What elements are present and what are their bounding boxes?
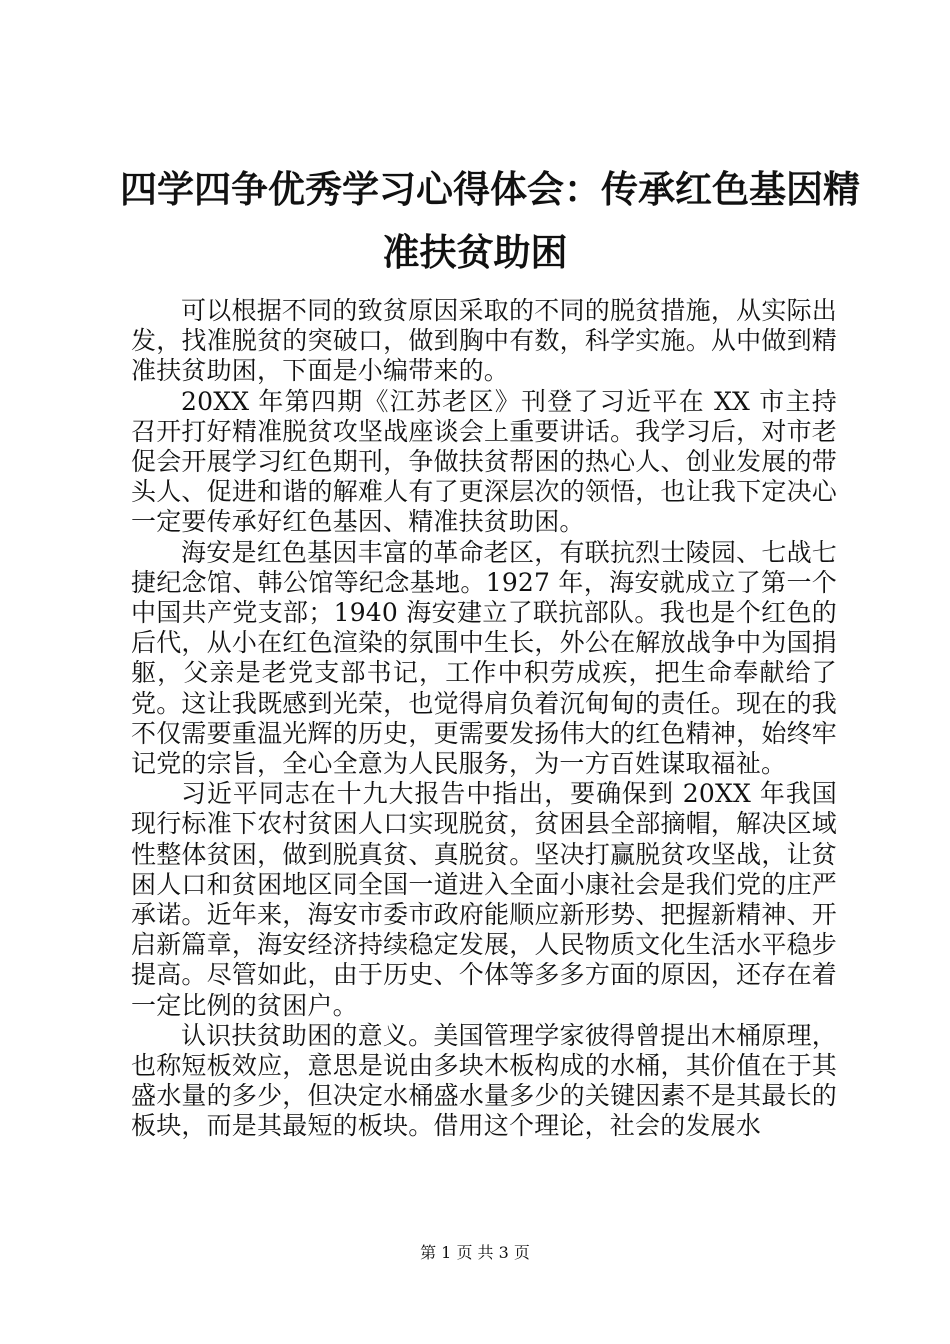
paragraph-poverty-goal: 习近平同志在十九大报告中指出，要确保到 20XX 年我国现行标准下农村贫困人口实现脱贫，贫困县全部摘帽，解决区域性整体贫困，做到脱真贫、真脱贫。坚决打赢脱贫攻坚战，让贫困人口和贫困地区同全国一道进入全面小康社会是我们党的庄严承诺。近年来，海安市委市政府能顺应新形势、把握新精神、开启新篇章，海安经济持续稳定发展，人民物质文化生活水平稳步提高。尽管如此，由于历史、个体等多多方面的原因，还存在着一定比例的贫困户。	[131, 779, 837, 1020]
paragraph-study-speech: 20XX 年第四期《江苏老区》刊登了习近平在 XX 市主持召开打好精准脱贫攻坚战座谈会上重要讲话。我学习后，对市老促会开展学习红色期刊，争做扶贫帮困的热心人、创业发展的带头人、促进和谐的解难人有了更深层次的领悟，也让我下定决心一定要传承好红色基因、精准扶贫助困。	[131, 386, 837, 537]
paragraph-haian-red-heritage: 海安是红色基因丰富的革命老区，有联抗烈士陵园、七战七捷纪念馆、韩公馆等纪念基地。1927 年，海安就成立了第一个中国共产党支部；1940 海安建立了联抗部队。我也是个红色的后代，从小在红色渲染的氛围中生长，外公在解放战争中为国捐躯，父亲是老党支部书记，工作中积劳成疾，把生命奉献给了党。这让我既感到光荣，也觉得肩负着沉甸甸的责任。现在的我不仅需要重温光辉的历史，更需要发扬伟大的红色精神，始终牢记党的宗旨，全心全意为人民服务，为一方百姓谋取福祉。	[131, 537, 837, 779]
paragraph-bucket-theory: 认识扶贫助困的意义。美国管理学家彼得曾提出木桶原理，也称短板效应，意思是说由多块木板构成的水桶，其价值在于其盛水量的多少，但决定水桶盛水量多少的关键因素不是其最长的板块，而是其最短的板块。借用这个理论，社会的发展水	[131, 1020, 837, 1141]
title-line-2: 准扶贫助困	[382, 230, 568, 274]
document-title	[120, 158, 860, 284]
paragraph-intro: 可以根据不同的致贫原因采取的不同的脱贫措施，从实际出发，找准脱贫的突破口，做到胸中有数，科学实施。从中做到精准扶贫助困，下面是小编带来的。	[131, 296, 837, 386]
page-number-footer: 第 1 页 共 3 页	[420, 1243, 530, 1262]
document-body	[131, 296, 837, 1142]
title-line-1: 四学四争优秀学习心得体会：传承红色基因精	[120, 167, 860, 211]
